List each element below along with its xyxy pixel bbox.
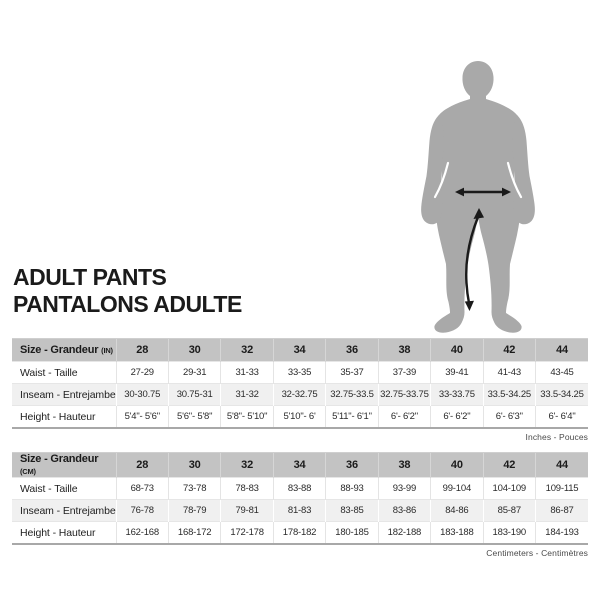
size-column-header: 38 (378, 453, 430, 478)
size-value-cell: 83-86 (378, 500, 430, 522)
size-value-cell: 6'- 6'3" (483, 406, 535, 429)
size-column-header: 28 (116, 453, 168, 478)
size-value-cell: 104-109 (483, 478, 535, 500)
row-label: Height - Hauteur (12, 406, 116, 429)
size-value-cell: 6'- 6'2" (431, 406, 483, 429)
unit-label: (IN) (101, 346, 113, 355)
size-value-cell: 30.75-31 (168, 384, 220, 406)
size-value-cell: 76-78 (116, 500, 168, 522)
right-arm-silhouette (513, 115, 535, 224)
size-value-cell: 31-33 (221, 362, 273, 384)
size-value-cell: 5'6"- 5'8" (168, 406, 220, 429)
head-silhouette (462, 61, 493, 103)
size-value-cell: 182-188 (378, 522, 430, 545)
size-value-cell: 6'- 6'4" (536, 406, 589, 429)
size-value-cell: 83-85 (326, 500, 378, 522)
size-value-cell: 178-182 (273, 522, 325, 545)
unit-label: (CM) (20, 467, 36, 476)
size-column-header: 44 (536, 453, 589, 478)
size-column-header: 36 (326, 453, 378, 478)
size-table-centimeters (12, 452, 588, 545)
table-row (12, 406, 588, 429)
size-value-cell: 5'8"- 5'10" (221, 406, 273, 429)
size-value-cell: 93-99 (378, 478, 430, 500)
size-table-centimeters-block (12, 452, 588, 558)
table-row (12, 384, 588, 406)
units-caption-centimeters: Centimeters - Centimètres (486, 548, 588, 558)
size-value-cell: 81-83 (273, 500, 325, 522)
size-column-header: 34 (273, 453, 325, 478)
size-column-header: 36 (326, 339, 378, 362)
table-row (12, 500, 588, 522)
size-value-cell: 32-32.75 (273, 384, 325, 406)
row-label: Waist - Taille (12, 478, 116, 500)
size-value-cell: 33.5-34.25 (483, 384, 535, 406)
size-column-header: 42 (483, 453, 535, 478)
adult-male-silhouette (388, 45, 568, 335)
row-label: Inseam - Entrejambe (12, 384, 116, 406)
size-value-cell: 5'4"- 5'6" (116, 406, 168, 429)
size-value-cell: 33.5-34.25 (536, 384, 589, 406)
size-value-cell: 30-30.75 (116, 384, 168, 406)
size-value-cell: 5'11"- 6'1" (326, 406, 378, 429)
size-column-header: 40 (431, 339, 483, 362)
size-value-cell: 29-31 (168, 362, 220, 384)
size-value-cell: 99-104 (431, 478, 483, 500)
size-value-cell: 83-88 (273, 478, 325, 500)
size-value-cell: 85-87 (483, 500, 535, 522)
size-value-cell: 32.75-33.75 (378, 384, 430, 406)
size-value-cell: 32.75-33.5 (326, 384, 378, 406)
size-value-cell: 78-83 (221, 478, 273, 500)
table-row (12, 522, 588, 545)
size-column-header: 28 (116, 339, 168, 362)
size-value-cell: 180-185 (326, 522, 378, 545)
size-value-cell: 78-79 (168, 500, 220, 522)
size-value-cell: 183-188 (431, 522, 483, 545)
size-value-cell: 41-43 (483, 362, 535, 384)
size-value-cell: 43-45 (536, 362, 589, 384)
row-label: Height - Hauteur (12, 522, 116, 545)
size-column-header: 30 (168, 453, 220, 478)
size-table-inches-block (12, 338, 588, 442)
size-column-header: 44 (536, 339, 589, 362)
title-line-fr: PANTALONS ADULTE (13, 291, 242, 317)
size-value-cell: 68-73 (116, 478, 168, 500)
size-value-cell: 84-86 (431, 500, 483, 522)
table-row (12, 362, 588, 384)
size-header-label: Size - Grandeur (CM) (12, 453, 116, 478)
row-label: Inseam - Entrejambe (12, 500, 116, 522)
size-value-cell: 184-193 (536, 522, 589, 545)
page-title (13, 264, 242, 318)
size-value-cell: 35-37 (326, 362, 378, 384)
size-column-header: 42 (483, 339, 535, 362)
size-value-cell: 6'- 6'2" (378, 406, 430, 429)
size-value-cell: 79-81 (221, 500, 273, 522)
size-value-cell: 5'10"- 6' (273, 406, 325, 429)
size-value-cell: 39-41 (431, 362, 483, 384)
size-value-cell: 183-190 (483, 522, 535, 545)
size-value-cell: 86-87 (536, 500, 589, 522)
size-value-cell: 31-32 (221, 384, 273, 406)
left-arm-silhouette (421, 115, 443, 224)
size-column-header: 32 (221, 339, 273, 362)
size-value-cell: 33-33.75 (431, 384, 483, 406)
size-column-header: 34 (273, 339, 325, 362)
size-value-cell: 162-168 (116, 522, 168, 545)
size-value-cell: 73-78 (168, 478, 220, 500)
size-value-cell: 172-178 (221, 522, 273, 545)
table-header-row (12, 339, 588, 362)
size-table-inches (12, 338, 588, 429)
size-column-header: 32 (221, 453, 273, 478)
size-value-cell: 168-172 (168, 522, 220, 545)
size-column-header: 30 (168, 339, 220, 362)
size-column-header: 40 (431, 453, 483, 478)
size-value-cell: 109-115 (536, 478, 589, 500)
size-value-cell: 27-29 (116, 362, 168, 384)
table-header-row (12, 453, 588, 478)
size-value-cell: 33-35 (273, 362, 325, 384)
units-caption-inches: Inches - Pouces (525, 432, 588, 442)
size-value-cell: 37-39 (378, 362, 430, 384)
size-column-header: 38 (378, 339, 430, 362)
row-label: Waist - Taille (12, 362, 116, 384)
title-line-en: ADULT PANTS (13, 264, 167, 290)
table-row (12, 478, 588, 500)
size-value-cell: 88-93 (326, 478, 378, 500)
size-header-label: Size - Grandeur (IN) (12, 339, 116, 362)
